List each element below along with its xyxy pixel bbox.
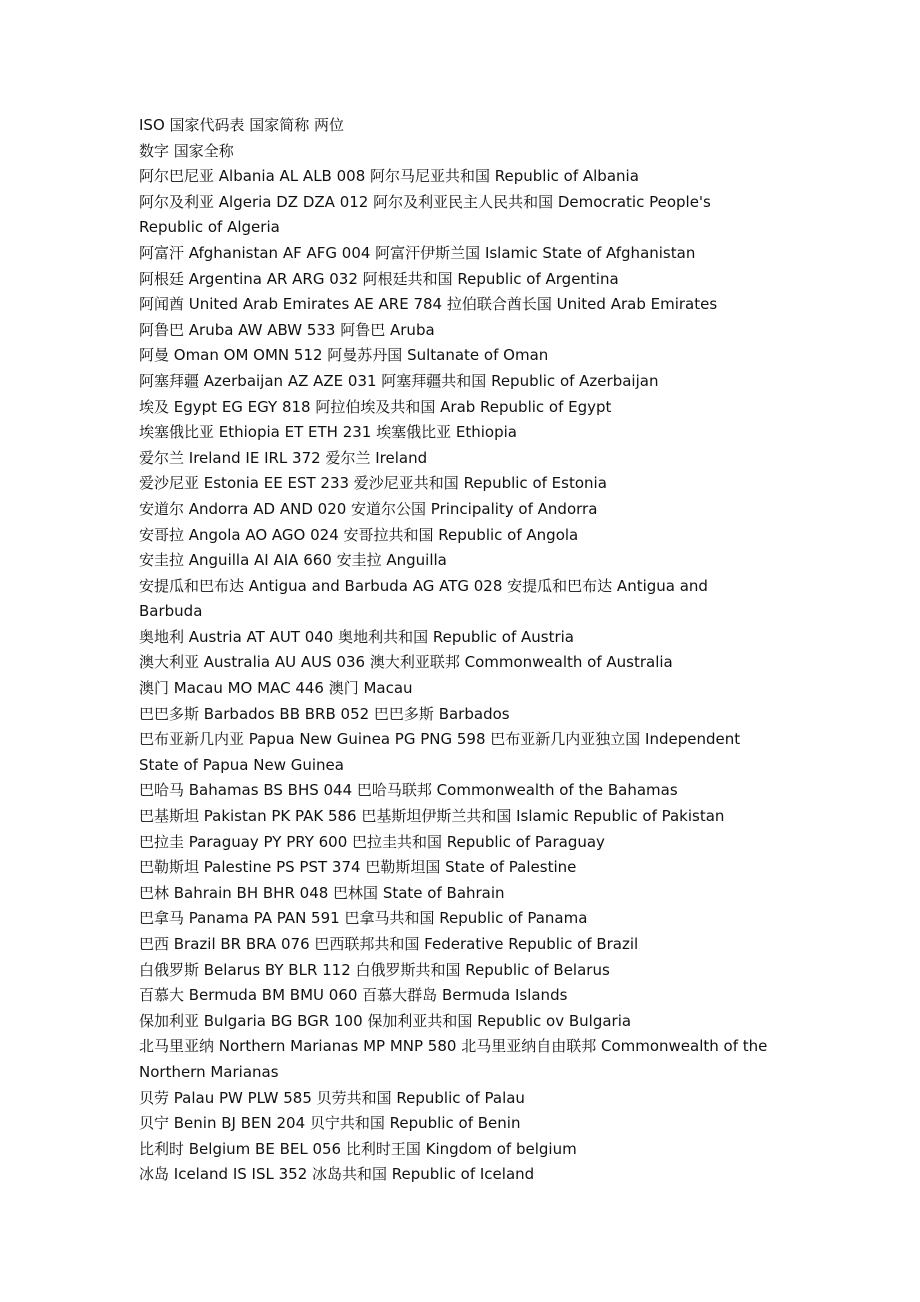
- country-code-line: Republic of Algeria: [139, 218, 280, 237]
- country-code-line: 巴西 Brazil BR BRA 076 巴西联邦共和国 Federative Republic of Brazil: [139, 935, 639, 953]
- country-code-line: 阿塞拜疆 Azerbaijan AZ AZE 031 阿塞拜疆共和国 Republic of Azerbaijan: [139, 371, 659, 390]
- country-code-line: 保加利亚 Bulgaria BG BGR 100 保加利亚共和国 Republic ov Bulgaria: [139, 1011, 632, 1030]
- country-code-line: 安道尔 Andorra AD AND 020 安道尔公国 Principality of Andorra: [139, 499, 598, 518]
- country-code-line: 阿闻酋 United Arab Emirates AE ARE 784 拉伯联合酋长国 United Arab Emirates: [139, 295, 718, 314]
- country-code-line: 阿根廷 Argentina AR ARG 032 阿根廷共和国 Republic of Argentina: [139, 269, 619, 288]
- country-code-line: 巴布亚新几内亚 Papua New Guinea PG PNG 598 巴布亚新几内亚独立国 Independent: [139, 730, 741, 749]
- country-code-line: 安哥拉 Angola AO AGO 024 安哥拉共和国 Republic of Angola: [139, 525, 579, 544]
- country-code-line: 阿尔及利亚 Algeria DZ DZA 012 阿尔及利亚民主人民共和国 Democratic People's: [139, 192, 711, 211]
- country-code-line: 贝劳 Palau PW PLW 585 贝劳共和国 Republic of Palau: [139, 1088, 525, 1107]
- country-code-line: 阿富汗 Afghanistan AF AFG 004 阿富汗伊斯兰国 Islamic State of Afghanistan: [139, 243, 696, 262]
- country-code-line: 贝宁 Benin BJ BEN 204 贝宁共和国 Republic of Benin: [139, 1114, 521, 1133]
- country-code-line: 巴林 Bahrain BH BHR 048 巴林国 State of Bahrain: [139, 883, 505, 902]
- country-code-line: 奥地利 Austria AT AUT 040 奥地利共和国 Republic of Austria: [139, 627, 574, 646]
- country-code-line: 阿尔巴尼亚 Albania AL ALB 008 阿尔马尼亚共和国 Republic of Albania: [139, 167, 639, 186]
- country-code-line: 巴巴多斯 Barbados BB BRB 052 巴巴多斯 Barbados: [139, 704, 510, 723]
- country-code-line: 爱尔兰 Ireland IE IRL 372 爱尔兰 Ireland: [139, 448, 428, 467]
- country-code-line: 安提瓜和巴布达 Antigua and Barbuda AG ATG 028 安提瓜和巴布达 Antigua and: [139, 576, 708, 595]
- country-code-line: 安圭拉 Anguilla AI AIA 660 安圭拉 Anguilla: [139, 551, 447, 570]
- document-page: [139, 113, 799, 1188]
- country-code-line: 数字 国家全称: [139, 141, 234, 160]
- country-code-line: 巴拿马 Panama PA PAN 591 巴拿马共和国 Republic of Panama: [139, 909, 588, 928]
- country-code-line: 澳大利亚 Australia AU AUS 036 澳大利亚联邦 Commonwealth of Australia: [139, 653, 673, 672]
- country-code-line: 阿曼 Oman OM OMN 512 阿曼苏丹国 Sultanate of Oman: [139, 346, 549, 365]
- country-code-line: 澳门 Macau MO MAC 446 澳门 Macau: [139, 679, 413, 698]
- country-code-line: 巴基斯坦 Pakistan PK PAK 586 巴基斯坦伊斯兰共和国 Islamic Republic of Pakistan: [139, 807, 725, 826]
- country-code-line: 爱沙尼亚 Estonia EE EST 233 爱沙尼亚共和国 Republic of Estonia: [139, 474, 607, 493]
- country-code-line: 巴拉圭 Paraguay PY PRY 600 巴拉圭共和国 Republic of Paraguay: [139, 832, 605, 851]
- document-title-line: ISO 国家代码表 国家简称 两位: [139, 116, 345, 134]
- country-code-line: 巴勒斯坦 Palestine PS PST 374 巴勒斯坦国 State of Palestine: [139, 858, 577, 877]
- country-code-line: Northern Marianas: [139, 1062, 279, 1081]
- country-code-line: State of Papua New Guinea: [139, 755, 344, 774]
- country-code-line: 百慕大 Bermuda BM BMU 060 百慕大群岛 Bermuda Islands: [139, 986, 568, 1005]
- country-code-line: 埃塞俄比亚 Ethiopia ET ETH 231 埃塞俄比亚 Ethiopia: [139, 423, 517, 442]
- country-code-line: 阿鲁巴 Aruba AW ABW 533 阿鲁巴 Aruba: [139, 320, 435, 339]
- country-code-line: 比利时 Belgium BE BEL 056 比利时王国 Kingdom of belgium: [139, 1139, 577, 1158]
- country-code-line: Barbuda: [139, 602, 203, 621]
- country-code-line: 北马里亚纳 Northern Marianas MP MNP 580 北马里亚纳自由联邦 Commonwealth of the: [139, 1037, 768, 1056]
- country-code-line: 冰岛 Iceland IS ISL 352 冰岛共和国 Republic of Iceland: [139, 1165, 535, 1184]
- country-code-line: 埃及 Egypt EG EGY 818 阿拉伯埃及共和国 Arab Republic of Egypt: [139, 397, 612, 416]
- country-code-line: 白俄罗斯 Belarus BY BLR 112 白俄罗斯共和国 Republic of Belarus: [139, 960, 610, 979]
- country-code-line: 巴哈马 Bahamas BS BHS 044 巴哈马联邦 Commonwealth of the Bahamas: [139, 781, 678, 800]
